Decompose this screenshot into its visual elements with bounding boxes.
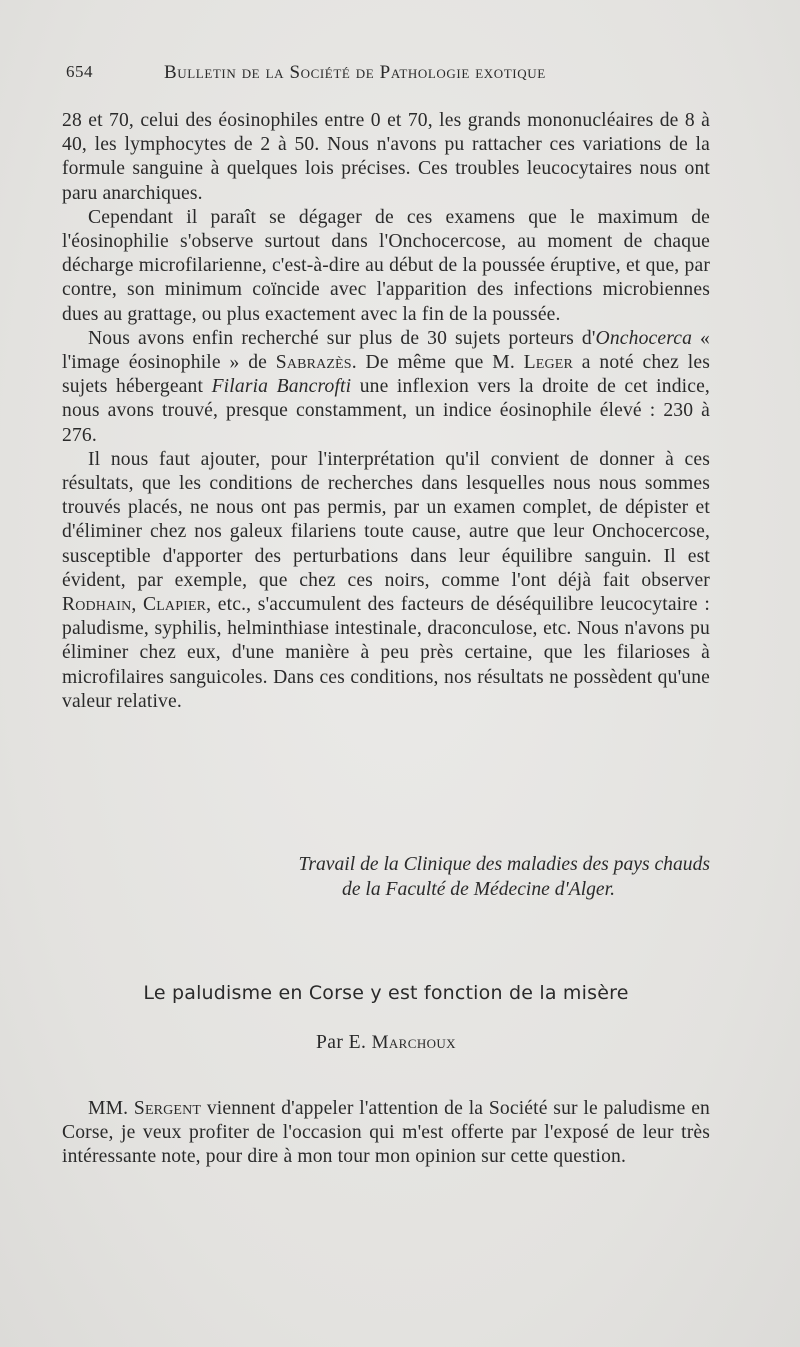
body-text — [62, 109, 710, 714]
article-paragraph-1 — [62, 1097, 710, 1170]
genus-onchocerca: Onchocerca — [595, 327, 693, 349]
credit-line-2: de la Faculté de Médecine d'Alger. — [342, 878, 615, 900]
paragraph-4 — [62, 448, 710, 714]
article-text-2: viennent d'appeler l'attention de la Société sur le paludisme en Corse, je veux profiter de l'occasion qui m'est offerte par l'exposé de leur très intéressante note, pour dire à mon tour mon opinion sur cette question. — [62, 1098, 710, 1168]
para3-text-5: une inflexion vers la droite de cet indice, nous avons trouvé, presque constamment, un indice éosinophile élevé : 230 à 276. — [62, 376, 710, 446]
paragraph-1: 28 et 70, celui des éosinophiles entre 0 et 70, les grands mononucléaires de 8 à 40, les lymphocytes de 2 à 50. Nous n'avons pu rattacher ces variations de la formule sanguine à quelques lois précises. Ces troubles leucocytaires nous ont paru anarchiques. — [62, 110, 710, 204]
para4-text-2: , etc., s'accumulent des facteurs de déséquilibre leucocytaire : paludisme, syphilis, helminthiase intestinale, draconculose, etc. Nous n'avons pu éliminer chez eux, d'une manière à peu près certaine, que les filarioses à microfilaires sanguicoles. Dans ces conditions, nos résultats ne possèdent qu'une valeur relative. — [62, 594, 710, 712]
byline-author: Marchoux — [371, 1032, 456, 1053]
author-clapier: Clapier — [143, 594, 207, 616]
para4-separator: , — [131, 594, 144, 616]
article-body — [62, 1097, 710, 1170]
institution-credit — [62, 853, 710, 902]
para3-text-4: a noté chez les sujets hébergeant — [62, 352, 710, 398]
page-number: 654 — [66, 62, 93, 81]
author-rodhain: Rodhain — [62, 594, 132, 616]
para4-text-1: Il nous faut ajouter, pour l'interprétation qu'il convient de donner à ces résultats, que les conditions de recherches dans lesquelles nous nous sommes trouvés placés, ne nous ont pas permis, par un examen complet, de dépister et d'éliminer chez nos galeux filariens toute cause, autre que leur Onchocercose, susceptible d'apporter des perturbations dans leur équilibre sanguin. Il est évident, par exemple, que chez ces noirs, comme l'ont déjà fait observer — [62, 448, 710, 591]
author-sergent: Sergent — [133, 1098, 202, 1119]
credit-line-1: Travail de la Clinique des maladies des pays chauds — [298, 854, 710, 875]
article-title: Le paludisme en Corse y est fonction de la misère — [143, 982, 629, 1004]
paragraph-2: Cependant il paraît se dégager de ces examens que le maximum de l'éosinophilie s'observe surtout dans l'Onchocercose, au moment de chaque décharge microfilarienne, c'est-à-dire au début de la poussée éruptive, et que, par contre, son minimum coïncide avec l'apparition des infections microbiennes dues au grattage, ou plus exactement avec la fin de la poussée. — [62, 206, 710, 325]
paragraph-3 — [62, 327, 710, 448]
running-title: Bulletin de la Société de Pathologie exotique — [164, 62, 546, 83]
byline-prefix: Par E. — [316, 1032, 372, 1053]
species-filaria-bancrofti: Filaria Bancrofti — [211, 376, 352, 398]
para3-text-1: Nous avons enfin recherché sur plus de 30 sujets porteurs d' — [88, 327, 596, 349]
article-byline — [62, 1032, 710, 1054]
para3-text-2: « l'image éosinophile » de — [62, 327, 710, 374]
author-leger: Leger — [523, 352, 573, 374]
para3-text-3: . De même que M. — [351, 352, 524, 374]
author-sabrazes: Sabrazès — [275, 352, 352, 374]
article-text-1: MM. — [88, 1098, 134, 1119]
